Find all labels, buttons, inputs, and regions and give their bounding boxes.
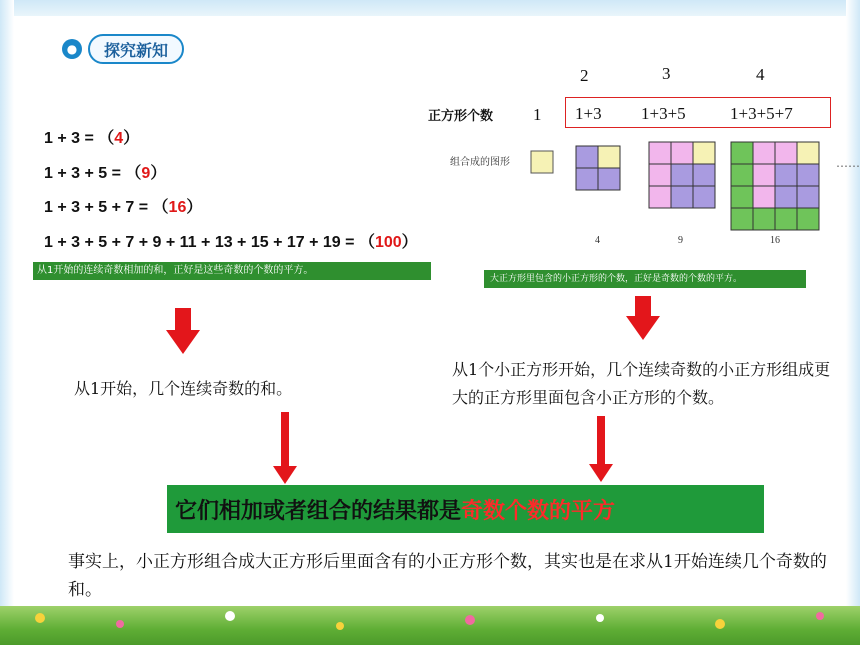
left-explanation: 从1开始，几个连续奇数的和。 [74,379,293,398]
sequence-term-4: 1+3+5+7 [730,104,793,123]
top-number-2: 2 [580,66,589,85]
conclusion-banner [167,485,764,533]
left-summary-note: 从1开始的连续奇数相加的和，正好是这些奇数的个数的平方。 [33,262,431,280]
down-arrow-icon [626,296,660,340]
top-number-3: 3 [662,64,671,83]
background-right-strip [846,0,860,645]
grass-background [0,606,860,645]
grid-caption-4: 4 [595,235,600,246]
grid-2x2 [576,146,620,190]
sequence-term-3: 1+3+5 [641,104,686,123]
flower-decoration [0,606,860,645]
bottom-explanation: 事实上，小正方形组合成大正方形后里面含有的小正方形个数，其实也是在求从1开始连续几个奇数的和。 [68,552,827,600]
grid-1-cell [531,151,553,173]
grid-3x3 [649,142,715,208]
down-arrow-icon [166,308,200,354]
grid-caption-9: 9 [678,235,683,246]
square-pattern-panel [420,60,860,300]
sequence-term-2: 1+3 [575,104,602,123]
equation-4: 1 + 3 + 5 + 7 + 9 + 11 + 13 + 15 + 17 + 19 = （100） [44,234,418,251]
grid-4x4 [731,142,819,230]
ellipsis: …… [836,156,860,170]
right-summary-note: 大正方形里包含的小正方形的个数，正好是奇数的个数的平方。 [484,270,806,288]
equation-3: 1 + 3 + 5 + 7 = （16） [44,199,203,216]
bulb-icon: ● [62,39,82,59]
conclusion-highlight: 奇数个数的平方 [461,498,616,524]
top-number-4: 4 [756,65,765,84]
section-title: 探究新知 [88,34,184,64]
conclusion-text: 它们相加或者组合的结果都是 [175,498,462,524]
square-count-label: 正方形个数 [428,109,494,124]
section-tag [62,33,184,65]
equation-2: 1 + 3 + 5 = （9） [44,165,167,182]
shape-row-label: 组合成的图形 [450,157,510,168]
right-explanation: 从1个小正方形开始，几个连续奇数的小正方形组成更大的正方形里面包含小正方形的个数。 [452,360,831,407]
down-arrow-icon [589,416,613,482]
square-grids [420,60,846,300]
grid-caption-16: 16 [770,235,780,246]
background-top [0,0,860,16]
down-arrow-icon [273,412,297,484]
background-left-strip [0,0,14,645]
equation-1: 1 + 3 = （4） [44,130,140,147]
first-term: 1 [533,105,542,124]
